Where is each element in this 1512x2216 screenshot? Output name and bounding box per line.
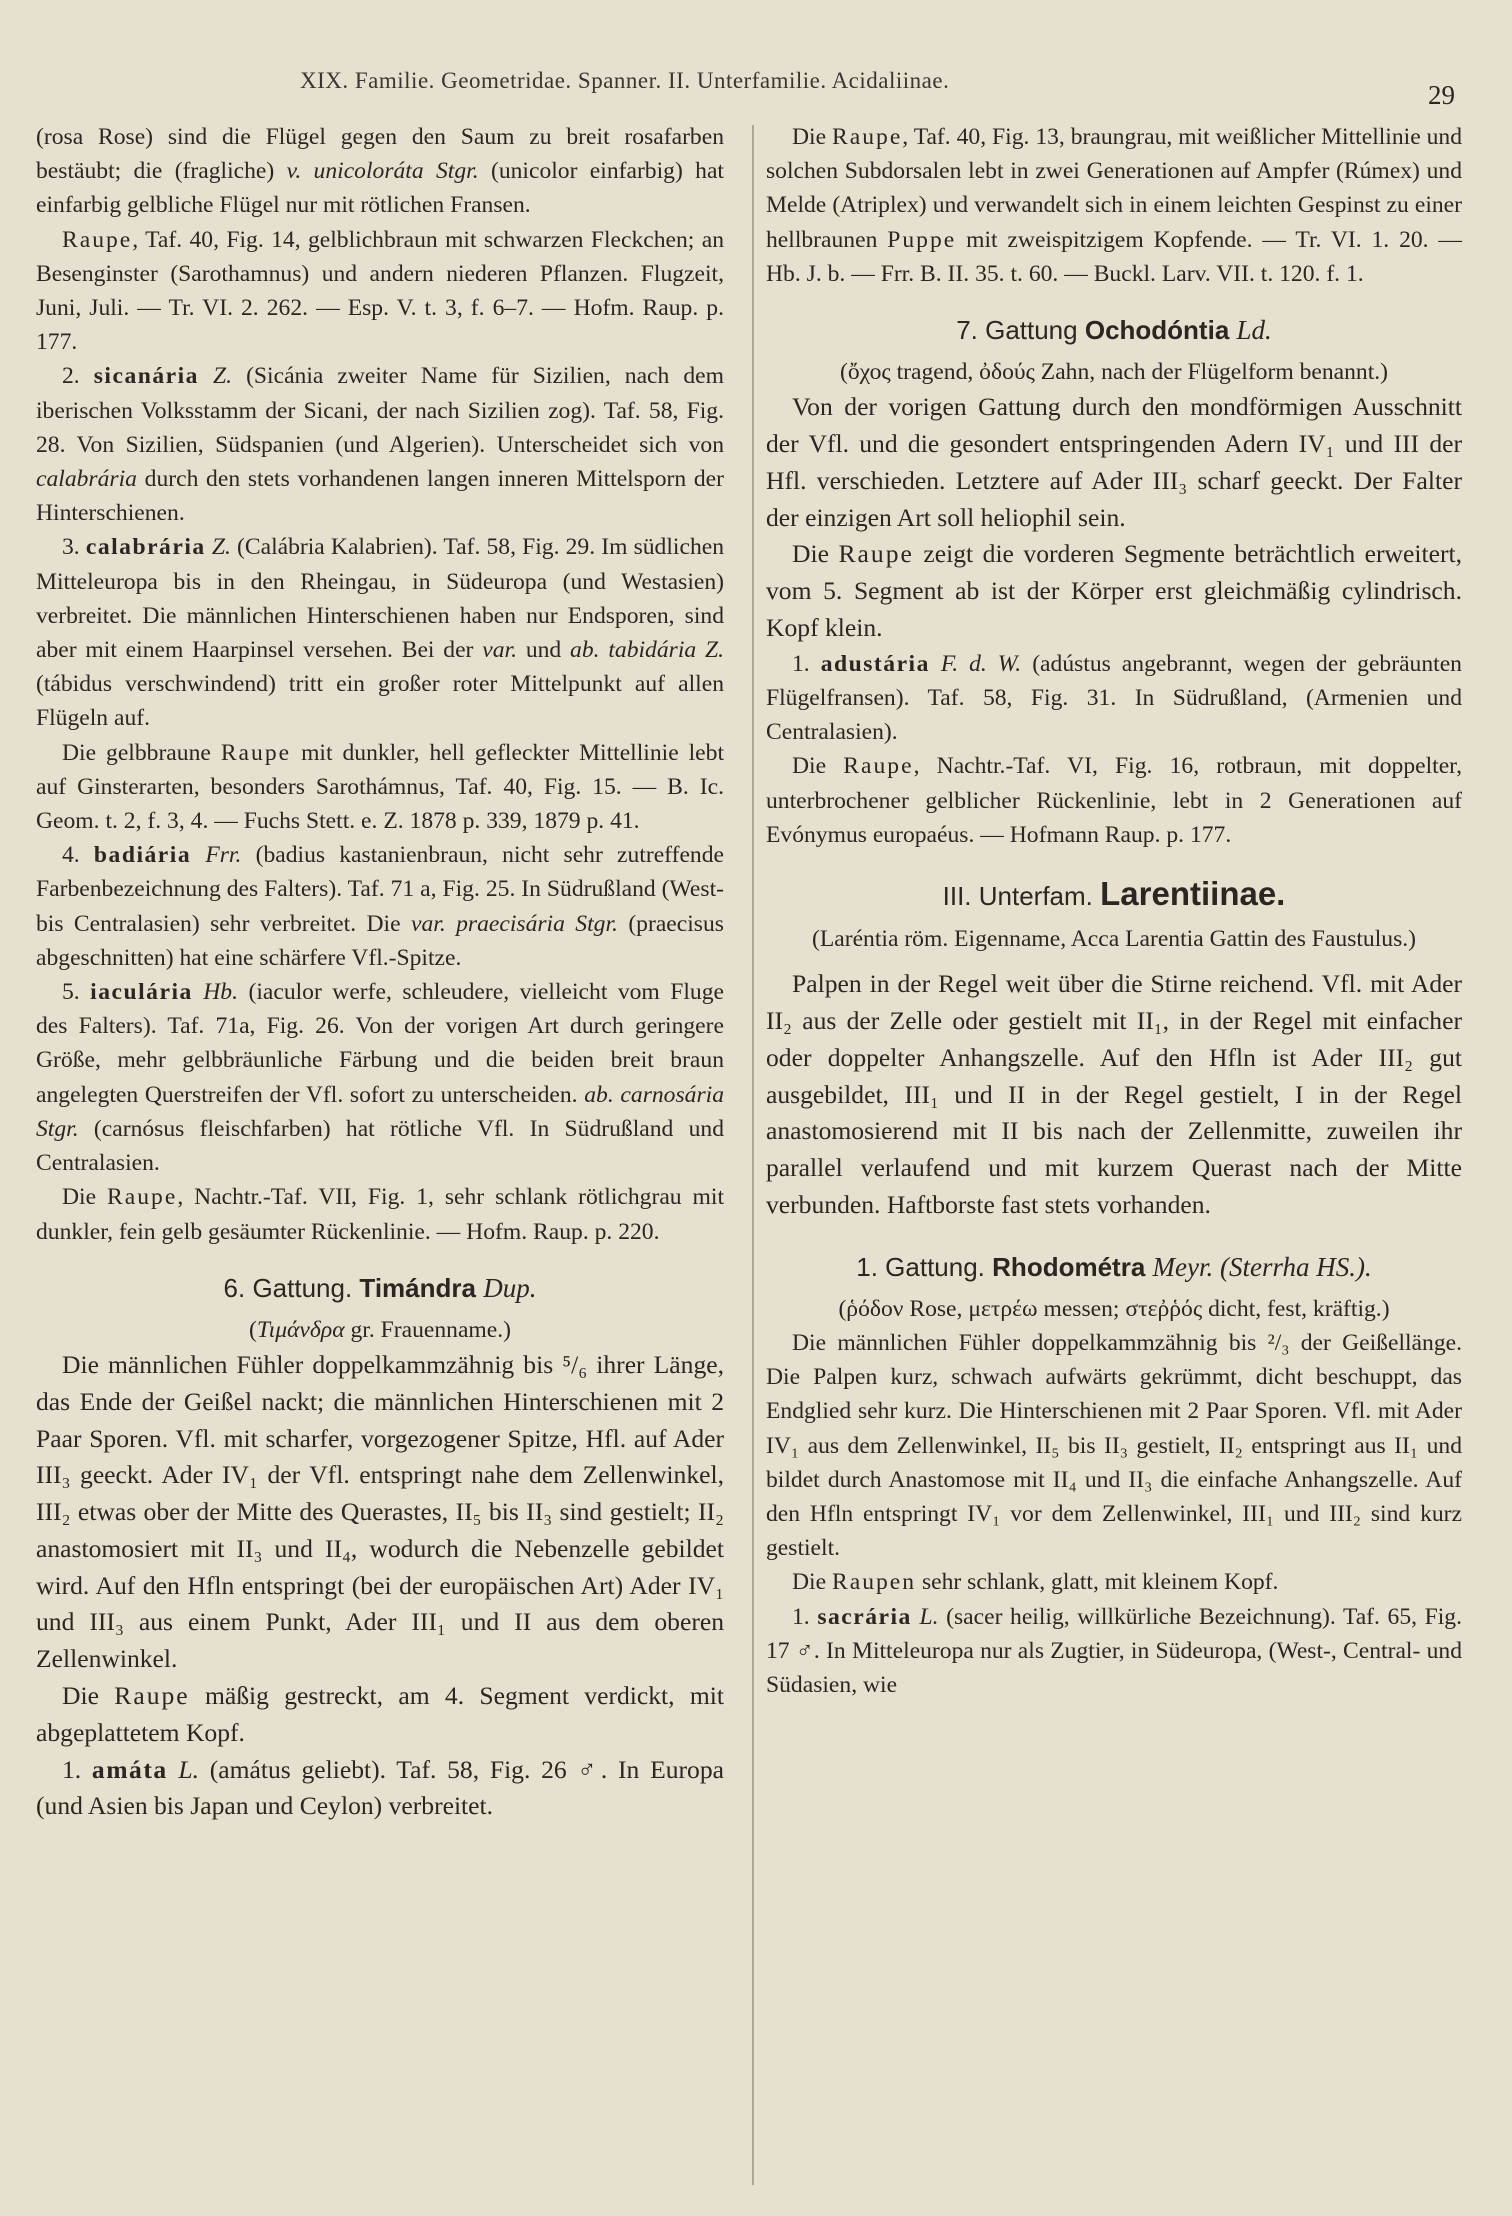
- paragraph: Die Raupe, Taf. 40, Fig. 13, braungrau, mit weißlicher Mittellinie und solchen Subdorsalen lebt in zwei Generationen auf Ampfer (Rúmex) und Melde (Atriplex) und verwandelt sich in einem leichten Gespinst zu einer hellbraunen Puppe mit zweispitzigem Kopfende. — Tr. VI. 1. 20. — Hb. J. b. — Frr. B. II. 35. t. 60. — Buckl. Larv. VII. t. 120. f. 1.: [766, 124, 1463, 287]
- genus-heading: 1. Gattung. Rhodométra Meyr. (Sterrha HS.).: [856, 1251, 1372, 1282]
- species-name: badiária: [93, 842, 192, 869]
- paragraph: Die Raupe mäßig gestreckt, am 4. Segment verdickt, mit abgeplattetem Kopf.: [36, 1681, 724, 1747]
- paragraph: Die Raupe, Nachtr.-Taf. VI, Fig. 16, rotbraun, mit doppelter, unterbrochener gelblicher Rückenlinie, lebt in 2 Generationen auf Evónymus europaéus. — Hofmann Raup. p. 177.: [766, 753, 1462, 848]
- species-name: iaculária: [90, 979, 193, 1006]
- species-entry: 2. sicanária Z. (Sicánia zweiter Name für Sizilien, nach dem iberischen Volksstamm der Sicani, der nach Sizilien zog). Taf. 58, Fig. 28. Von Sizilien, Südspanien (und Algerien). Unterscheidet sich von calabrária durch den stets vorhandenen langen inneren Mittelsporn der Hinterschienen.: [36, 363, 724, 527]
- genus-description: Die männlichen Fühler doppelkammzähnig bis ²/₃ der Geißellänge. Die Palpen kurz, schwach aufwärts gekrümmt, dicht beschuppt, das Endglied sehr kurz. Die Hinterschienen mit 2 Paar Sporen. Vfl. mit Ader IV₁ aus dem Zellenwinkel, II₅ bis II₃ gestielt, II₂ entspringt aus II₁ und bildet durch Anastomose mit II₄ und II₃ die einfache Anhangszelle. Auf den Hfln entspringt IV₁ vor dem Zellenwinkel, III₁ und III₂ sind kurz gestielt.: [766, 1330, 1462, 1562]
- species-entry: 1. amáta L. (amátus geliebt). Taf. 58, Fig. 26 ♂. In Europa (und Asien bis Japan und Ceylon) verbreitet.: [36, 1754, 724, 1821]
- etymology: (Τιμάνδρα gr. Frauenname.): [248, 1316, 512, 1343]
- running-head: XIX. Familie. Geometridae. Spanner. II. Unterfamilie. Acidaliinae.: [300, 68, 950, 93]
- species-entry: 1. adustária F. d. W. (adústus angebrannt, wegen der gebräunten Flügelfransen). Taf. 58, Fig. 31. In Südrußland, (Armenien und Centralasien).: [766, 650, 1462, 746]
- species-name: sacrária: [817, 1603, 912, 1630]
- left-column: [36, 120, 724, 1825]
- genus-description: Von der vorigen Gattung durch den mondförmigen Ausschnitt der Vfl. und die gesondert entspringenden Adern IV₁ und III der Hfl. verschieden. Letztere auf Ader III₃ scharf geeckt. Der Falter der einzigen Art soll heliophil sein.: [766, 392, 1462, 532]
- subfamily-description: Palpen in der Regel weit über die Stirne reichend. Vfl. mit Ader II₂ aus der Zelle oder gestielt mit II₁, in der Regel mit einfacher oder doppelter Anhangszelle. Auf den Hfln ist Ader III₂ gut ausgebildet, III₁ und II in der Regel gestielt, I in der Regel anastomosierend mit II bis nach der Zellenmitte, zuweilen ihr parallel verlaufend und mit kurzem Querast nach der Mitte verbunden. Haftborste fast stets vorhanden.: [766, 969, 1462, 1219]
- species-entry: 5. iaculária Hb. (iaculor werfe, schleudere, vielleicht vom Fluge des Falters). Taf. 71a, Fig. 26. Von der vorigen Art durch geringere Größe, mehr gelbbräunliche Färbung und die beiden breit braun angelegten Querstreifen der Vfl. sofort zu unterscheiden. ab. carnosária Stgr. (carnósus fleischfarben) hat rötliche Vfl. In Südrußland und Centralasien.: [36, 979, 724, 1177]
- right-column: [766, 120, 1462, 1702]
- etymology: (Laréntia röm. Eigenname, Acca Larentia Gattin des Faustulus.): [811, 926, 1417, 953]
- paragraph: Die Raupe zeigt die vorderen Segmente beträchtlich erweitert, vom 5. Segment ab ist der Körper erst gleichmäßig cylindrisch. Kopf klein.: [766, 539, 1462, 642]
- species-entry: 1. sacrária L. (sacer heilig, willkürliche Bezeichnung). Taf. 65, Fig. 17 ♂. In Mitteleuropa nur als Zugtier, in Südeuropa, (West-, Central- und Südasien, wie: [766, 1603, 1463, 1699]
- genus-heading: 7. Gattung Ochodóntia Ld.: [956, 315, 1272, 346]
- etymology: (ῥόδον Rose, μετρέω messen; στεῤῥός dicht, fest, kräftig.): [838, 1295, 1390, 1322]
- species-entry: 4. badiária Frr. (badius kastanienbraun, nicht sehr zutreffende Farbenbezeichnung des Falters). Taf. 71 a, Fig. 25. In Südrußland (West- bis Centralasien) sehr verbreitet. Die var. praecisária Stgr. (praecisus abgeschnitten) hat eine schärfere Vfl.-Spitze.: [36, 842, 725, 971]
- genus-description: Die männlichen Fühler doppelkammzähnig bis ⁵/₆ ihrer Länge, das Ende der Geißel nackt; die männlichen Hinterschienen mit 2 Paar Sporen. Vfl. mit scharfer, vorgezogener Spitze, Hfl. auf Ader III₃ geeckt. Ader IV₁ der Vfl. entspringt nahe dem Zellenwinkel, III₂ etwas ober der Mitte des Querastes, II₅ bis II₃ sind gestielt; II₂ anastomosiert mit II₃ und II₄, wodurch die Nebenzelle gebildet wird. Auf den Hfln entspringt (bei der europäischen Art) Ader IV₁ und III₃ aus einem Punkt, Ader III₁ und II aus dem oberen Zellenwinkel.: [36, 1349, 724, 1674]
- paragraph: Die Raupen sehr schlank, glatt, mit kleinem Kopf.: [792, 1569, 1279, 1596]
- paragraph: Raupe, Taf. 40, Fig. 14, gelblichbraun mit schwarzen Fleckchen; an Besenginster (Sarothamnus) und andern niederen Pflanzen. Flugzeit, Juni, Juli. — Tr. VI. 2. 262. — Esp. V. t. 3, f. 6–7. — Hofm. Raup. p. 177.: [36, 226, 724, 356]
- species-name: adustária: [820, 650, 930, 677]
- species-name: sicanária: [93, 363, 199, 390]
- species-entry: 3. calabrária Z. (Calábria Kalabrien). Taf. 58, Fig. 29. Im südlichen Mitteleuropa bis in den Rheingau, in Südeuropa (und Westasien) verbreitet. Die männlichen Hinterschienen haben nur Endsporen, sind aber mit einem Haarpinsel versehen. Bei der var. und ab. tabidária Z. (tábidus verschwindend) tritt ein großer roter Mittelpunkt auf allen Flügeln auf.: [36, 534, 725, 732]
- page-number: 29: [1428, 80, 1455, 110]
- paragraph: Die Raupe, Nachtr.-Taf. VII, Fig. 1, sehr schlank rötlichgrau mit dunkler, fein gelb gesäumter Rückenlinie. — Hofm. Raup. p. 220.: [36, 1184, 724, 1245]
- species-name: calabrária: [85, 534, 206, 561]
- etymology: (ὄχος tragend, ὀδούς Zahn, nach der Flügelform benannt.): [839, 359, 1389, 386]
- column-divider: [752, 125, 754, 2185]
- species-name: amáta: [91, 1754, 168, 1784]
- paragraph: (rosa Rose) sind die Flügel gegen den Saum zu breit rosafarben bestäubt; die (fragliche) v. unicoloráta Stgr. (unicolor einfarbig) hat einfarbig gelbliche Flügel nur mit rötlichen Fransen.: [36, 124, 724, 219]
- paragraph: Die gelbbraune Raupe mit dunkler, hell gefleckter Mittellinie lebt auf Ginsterarten, besonders Sarothámnus, Taf. 40, Fig. 15. — B. Ic. Geom. t. 2, f. 3, 4. — Fuchs Stett. e. Z. 1878 p. 339, 1879 p. 41.: [36, 739, 725, 835]
- genus-heading: 6. Gattung. Timándra Dup.: [223, 1272, 537, 1303]
- subfamily-heading: III. Unterfam. Larentiinae.: [942, 875, 1286, 913]
